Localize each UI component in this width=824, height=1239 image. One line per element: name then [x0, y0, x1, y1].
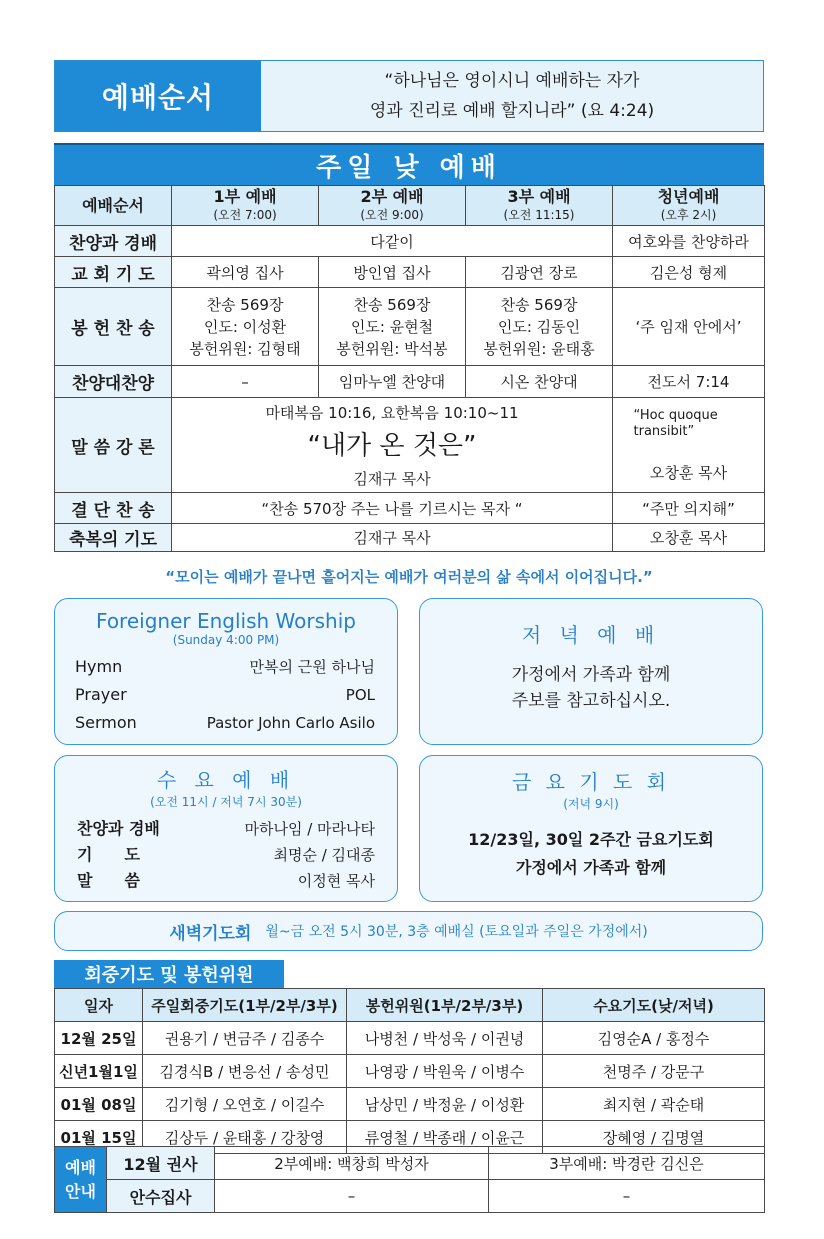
table-row [55, 398, 765, 493]
prayer-table [54, 988, 765, 1154]
friday-prayer-box [419, 755, 763, 902]
table-row [55, 524, 765, 552]
list-item: 기 도 최명순 / 김대종 [77, 845, 375, 864]
decision-label: 결 단 찬 송 [55, 493, 172, 524]
service-2-header: 2부 예배 (오전 9:00) [319, 186, 466, 226]
verse-line-1: “하나님은 영이시니 예배하는 자가 [384, 71, 640, 91]
list-item: 찬양과 경배 마하나임 / 마라나타 [77, 819, 375, 838]
blessing-label: 축복의 기도 [55, 524, 172, 552]
dawn-text: 월~금 오전 5시 30분, 3층 예배실 (토요일과 주일은 가정에서) [265, 924, 648, 940]
youth-preacher: 오창훈 목사 [649, 463, 728, 482]
sermon-preacher: 김재구 목사 [353, 469, 431, 488]
wednesday-title: 수 요 예 배 [156, 768, 296, 792]
table-row [55, 366, 765, 398]
evening-title: 저 녁 예 배 [521, 623, 661, 647]
table-row: 예배 안내 12월 권사 2부예배: 백창희 박성자 3부예배: 박경란 김신은 [55, 1147, 765, 1180]
table-row [55, 288, 765, 366]
table-row: 신년1월1일 김경식B / 변응선 / 송성민 나영광 / 박원욱 / 이병수 천명주 / 강문구 [55, 1055, 765, 1088]
wednesday-time: (오전 11시 / 저녁 7시 30분) [150, 795, 302, 809]
list-item: Prayer POL [75, 685, 375, 704]
table-row: 12월 25일 권용기 / 변금주 / 김종수 나병천 / 박성욱 / 이권녕 김영순A / 홍정수 [55, 1022, 765, 1055]
choir-s2: 임마누엘 찬양대 [319, 366, 466, 398]
foreigner-time: (Sunday 4:00 PM) [172, 633, 280, 647]
offering-youth: ‘주 임재 안에서’ [613, 288, 765, 366]
decision-youth: “주만 의지해” [613, 493, 765, 524]
offering-s3: 찬송 569장 인도: 김동인 봉헌위원: 윤태홍 [466, 288, 613, 366]
blessing-youth: 오창훈 목사 [613, 524, 765, 552]
prayer-table-wrap [54, 988, 765, 1154]
guide-row-label: 안수집사 [107, 1180, 215, 1213]
worship-order-title: 예배순서 [55, 61, 261, 131]
friday-line-1: 12/23일, 30일 2주간 금요기도회 [468, 830, 714, 849]
wednesday-worship-box [54, 755, 398, 902]
table-row: 안수집사 – – [55, 1180, 765, 1213]
header-date: 일자 [55, 989, 143, 1022]
header-box [54, 60, 764, 132]
header-wednesday-prayer: 수요기도(낮/저녁) [543, 989, 765, 1022]
guide-table-wrap [54, 1146, 765, 1213]
friday-title: 금 요 기 도 회 [511, 770, 671, 794]
list-item: Hymn 만복의 근원 하나님 [75, 657, 375, 676]
header-offering: 봉헌위원(1부/2부/3부) [347, 989, 543, 1022]
header-verse [261, 61, 763, 131]
table-row [55, 989, 765, 1022]
sermon-scripture: 마태복음 10:16, 요한복음 10:10~11 [265, 403, 519, 422]
choir-s1: – [172, 366, 319, 398]
evening-worship-box [419, 598, 763, 745]
praise-label: 찬양과 경배 [55, 226, 172, 257]
sunday-banner: 주일 낮 예배 [54, 143, 764, 185]
service-1-header: 1부 예배 (오전 7:00) [172, 186, 319, 226]
sunday-worship-section [54, 143, 764, 552]
table-row [55, 186, 765, 226]
sermon-label: 말 씀 강 론 [55, 398, 172, 493]
praise-main: 다같이 [172, 226, 613, 257]
guide-row-label: 12월 권사 [107, 1147, 215, 1180]
choir-youth: 전도서 7:14 [613, 366, 765, 398]
list-item: Sermon Pastor John Carlo Asilo [75, 713, 375, 732]
prayer-s3: 김광연 장로 [466, 257, 613, 288]
sermon-main [172, 398, 613, 493]
evening-line-1: 가정에서 가족과 함께 [511, 665, 671, 685]
youth-service-header: 청년예배 (오후 2시) [613, 186, 765, 226]
table-row [55, 226, 765, 257]
prayer-label: 교 회 기 도 [55, 257, 172, 288]
verse-line-2: 영과 진리로 예배 할지니라” (요 4:24) [369, 101, 655, 121]
sermon-youth [613, 398, 765, 493]
friday-line-2: 가정에서 가족과 함께 [515, 858, 667, 877]
sunday-worship-table [54, 185, 765, 552]
worship-quote: “모이는 예배가 끝나면 흩어지는 예배가 여러분의 삶 속에서 이어집니다.” [165, 568, 653, 586]
dawn-title: 새벽기도회 [169, 923, 252, 944]
prayer-s1: 곽의영 집사 [172, 257, 319, 288]
table-row [55, 257, 765, 288]
evening-line-2: 주보를 참고하십시오. [511, 691, 671, 711]
praise-youth: 여호와를 찬양하라 [613, 226, 765, 257]
offering-s2: 찬송 569장 인도: 윤현철 봉헌위원: 박석봉 [319, 288, 466, 366]
choir-label: 찬양대찬양 [55, 366, 172, 398]
foreigner-title: Foreigner English Worship [96, 609, 356, 633]
decision-main: “찬송 570장 주는 나를 기르시는 목자 “ [172, 493, 613, 524]
offering-s1: 찬송 569장 인도: 이성환 봉헌위원: 김형태 [172, 288, 319, 366]
youth-sermon-title: “Hoc quoque transibit” [633, 407, 718, 439]
table-row: 01월 15일 김상두 / 윤태홍 / 강창영 류영철 / 박종래 / 이윤근 장혜영 / 김명열 [55, 1121, 765, 1154]
friday-time: (저녁 9시) [563, 797, 619, 811]
offering-label: 봉 헌 찬 송 [55, 288, 172, 366]
guide-label: 예배 안내 [55, 1147, 107, 1213]
table-row [55, 493, 765, 524]
col-label: 예배순서 [55, 186, 172, 226]
blessing-main: 김재구 목사 [172, 524, 613, 552]
list-item: 말 씀 이정현 목사 [77, 871, 375, 890]
prayer-section-title: 회중기도 및 봉헌위원 [54, 960, 284, 988]
foreigner-worship-box [54, 598, 398, 745]
prayer-s2: 방인엽 집사 [319, 257, 466, 288]
service-3-header: 3부 예배 (오전 11:15) [466, 186, 613, 226]
prayer-youth: 김은성 형제 [613, 257, 765, 288]
header-sunday-prayer: 주일회중기도(1부/2부/3부) [143, 989, 347, 1022]
dawn-prayer-bar [54, 911, 763, 951]
table-row: 01월 08일 김기형 / 오연호 / 이길수 남상민 / 박정윤 / 이성환 최지현 / 곽순태 [55, 1088, 765, 1121]
guide-table [54, 1146, 765, 1213]
sermon-title: “내가 온 것은” [307, 430, 477, 461]
choir-s3: 시온 찬양대 [466, 366, 613, 398]
